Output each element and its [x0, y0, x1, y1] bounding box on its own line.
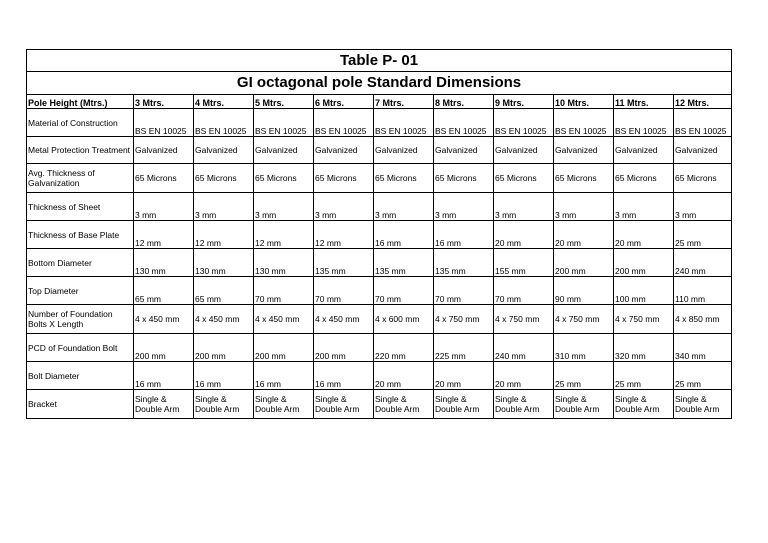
table-cell: 20 mm: [494, 221, 554, 249]
table-cell: 65 Microns: [314, 164, 374, 193]
row-label: Bracket: [27, 390, 134, 419]
table-cell: BS EN 10025: [374, 109, 434, 137]
header-row: [27, 95, 732, 109]
table-cell: 16 mm: [254, 362, 314, 390]
table-cell: 200 mm: [194, 334, 254, 362]
table-cell: 3 mm: [494, 193, 554, 221]
table-cell: 3 mm: [614, 193, 674, 221]
table-cell: 65 Microns: [374, 164, 434, 193]
table-cell: BS EN 10025: [194, 109, 254, 137]
table-cell: BS EN 10025: [254, 109, 314, 137]
table-cell: 16 mm: [374, 221, 434, 249]
table-cell: 110 mm: [674, 277, 732, 305]
header-cell: 9 Mtrs.: [494, 95, 554, 109]
spec-sheet: [26, 49, 731, 419]
table-cell: Single & Double Arm: [374, 390, 434, 419]
header-cell: 8 Mtrs.: [434, 95, 494, 109]
table-cell: 200 mm: [254, 334, 314, 362]
table-row: [27, 249, 732, 277]
table-cell: Galvanized: [494, 137, 554, 164]
table-cell: 12 mm: [194, 221, 254, 249]
row-label: Thickness of Sheet: [27, 193, 134, 221]
table-cell: 240 mm: [494, 334, 554, 362]
table-row: [27, 390, 732, 419]
table-cell: 155 mm: [494, 249, 554, 277]
table-cell: 20 mm: [554, 221, 614, 249]
table-cell: 3 mm: [674, 193, 732, 221]
table-row: [27, 109, 732, 137]
table-cell: 4 x 750 mm: [434, 305, 494, 334]
table-cell: 16 mm: [194, 362, 254, 390]
table-cell: 90 mm: [554, 277, 614, 305]
table-cell: 20 mm: [494, 362, 554, 390]
table-cell: Single & Double Arm: [434, 390, 494, 419]
table-cell: 135 mm: [374, 249, 434, 277]
header-cell: 3 Mtrs.: [134, 95, 194, 109]
table-row: [27, 137, 732, 164]
table-cell: 65 Microns: [674, 164, 732, 193]
row-label: Avg. Thickness of Galvanization: [27, 164, 134, 193]
table-cell: 135 mm: [314, 249, 374, 277]
header-cell: 12 Mtrs.: [674, 95, 732, 109]
table-cell: Single & Double Arm: [194, 390, 254, 419]
table-cell: 16 mm: [434, 221, 494, 249]
table-row: [27, 305, 732, 334]
table-cell: 4 x 750 mm: [554, 305, 614, 334]
table-cell: Single & Double Arm: [254, 390, 314, 419]
table-cell: 4 x 750 mm: [614, 305, 674, 334]
table-cell: 12 mm: [134, 221, 194, 249]
header-cell: 5 Mtrs.: [254, 95, 314, 109]
table-row: [27, 221, 732, 249]
table-cell: 130 mm: [194, 249, 254, 277]
title-row: [27, 50, 732, 72]
table-cell: 4 x 450 mm: [194, 305, 254, 334]
table-cell: 65 Microns: [614, 164, 674, 193]
table-cell: 70 mm: [434, 277, 494, 305]
table-cell: 65 Microns: [494, 164, 554, 193]
table-cell: BS EN 10025: [134, 109, 194, 137]
row-label: Top Diameter: [27, 277, 134, 305]
row-label: Number of Foundation Bolts X Length: [27, 305, 134, 334]
table-subtitle: GI octagonal pole Standard Dimensions: [27, 72, 732, 95]
table-cell: 65 Microns: [554, 164, 614, 193]
table-cell: Galvanized: [314, 137, 374, 164]
row-label: Metal Protection Treatment: [27, 137, 134, 164]
table-cell: 20 mm: [434, 362, 494, 390]
table-cell: 3 mm: [254, 193, 314, 221]
table-row: [27, 362, 732, 390]
table-cell: BS EN 10025: [554, 109, 614, 137]
table-cell: Galvanized: [374, 137, 434, 164]
table-cell: 70 mm: [494, 277, 554, 305]
table-cell: 20 mm: [374, 362, 434, 390]
header-cell: 7 Mtrs.: [374, 95, 434, 109]
table-cell: BS EN 10025: [314, 109, 374, 137]
table-cell: 65 mm: [194, 277, 254, 305]
table-cell: Galvanized: [554, 137, 614, 164]
table-cell: Single & Double Arm: [494, 390, 554, 419]
table-cell: 4 x 600 mm: [374, 305, 434, 334]
table-cell: 20 mm: [614, 221, 674, 249]
table-cell: 70 mm: [254, 277, 314, 305]
row-label: PCD of Foundation Bolt: [27, 334, 134, 362]
table-cell: Galvanized: [194, 137, 254, 164]
table-cell: 12 mm: [314, 221, 374, 249]
table-cell: 100 mm: [614, 277, 674, 305]
table-cell: 320 mm: [614, 334, 674, 362]
table-body: [27, 50, 732, 419]
header-cell: 6 Mtrs.: [314, 95, 374, 109]
table-cell: 4 x 450 mm: [254, 305, 314, 334]
table-cell: Single & Double Arm: [614, 390, 674, 419]
table-cell: Single & Double Arm: [314, 390, 374, 419]
table-cell: 135 mm: [434, 249, 494, 277]
table-cell: 65 mm: [134, 277, 194, 305]
table-cell: 16 mm: [134, 362, 194, 390]
pole-dimensions-table: [26, 49, 732, 419]
table-cell: 240 mm: [674, 249, 732, 277]
table-cell: 200 mm: [554, 249, 614, 277]
table-cell: 130 mm: [254, 249, 314, 277]
table-cell: 3 mm: [374, 193, 434, 221]
table-cell: BS EN 10025: [614, 109, 674, 137]
table-cell: 65 Microns: [194, 164, 254, 193]
table-cell: 220 mm: [374, 334, 434, 362]
header-cell: 10 Mtrs.: [554, 95, 614, 109]
table-cell: 70 mm: [374, 277, 434, 305]
table-cell: Galvanized: [614, 137, 674, 164]
table-row: [27, 334, 732, 362]
table-cell: BS EN 10025: [434, 109, 494, 137]
table-cell: 65 Microns: [434, 164, 494, 193]
table-cell: 12 mm: [254, 221, 314, 249]
table-cell: 4 x 450 mm: [134, 305, 194, 334]
table-cell: 25 mm: [674, 221, 732, 249]
table-cell: Single & Double Arm: [554, 390, 614, 419]
table-cell: 3 mm: [434, 193, 494, 221]
table-row: [27, 193, 732, 221]
table-cell: 4 x 750 mm: [494, 305, 554, 334]
row-label: Material of Construction: [27, 109, 134, 137]
table-cell: 65 Microns: [134, 164, 194, 193]
row-label: Thickness of Base Plate: [27, 221, 134, 249]
table-cell: 3 mm: [314, 193, 374, 221]
table-cell: Galvanized: [134, 137, 194, 164]
table-cell: 200 mm: [134, 334, 194, 362]
table-cell: Single & Double Arm: [134, 390, 194, 419]
table-cell: 16 mm: [314, 362, 374, 390]
table-cell: 200 mm: [614, 249, 674, 277]
table-row: [27, 164, 732, 193]
table-cell: 70 mm: [314, 277, 374, 305]
table-cell: Single & Double Arm: [674, 390, 732, 419]
table-cell: 130 mm: [134, 249, 194, 277]
table-cell: 65 Microns: [254, 164, 314, 193]
table-cell: 4 x 450 mm: [314, 305, 374, 334]
header-cell: 4 Mtrs.: [194, 95, 254, 109]
table-cell: BS EN 10025: [674, 109, 732, 137]
table-cell: 4 x 850 mm: [674, 305, 732, 334]
table-title: Table P- 01: [27, 50, 732, 72]
row-label: Bottom Diameter: [27, 249, 134, 277]
table-cell: 3 mm: [134, 193, 194, 221]
table-cell: Galvanized: [674, 137, 732, 164]
table-cell: BS EN 10025: [494, 109, 554, 137]
table-cell: 200 mm: [314, 334, 374, 362]
header-cell: 11 Mtrs.: [614, 95, 674, 109]
table-cell: Galvanized: [434, 137, 494, 164]
row-label: Bolt Diameter: [27, 362, 134, 390]
table-row: [27, 277, 732, 305]
table-cell: 25 mm: [674, 362, 732, 390]
table-cell: 3 mm: [194, 193, 254, 221]
table-cell: 340 mm: [674, 334, 732, 362]
table-cell: 25 mm: [554, 362, 614, 390]
subtitle-row: [27, 72, 732, 95]
table-cell: 25 mm: [614, 362, 674, 390]
table-cell: Galvanized: [254, 137, 314, 164]
table-cell: 3 mm: [554, 193, 614, 221]
table-cell: 225 mm: [434, 334, 494, 362]
table-cell: 310 mm: [554, 334, 614, 362]
header-label: Pole Height (Mtrs.): [27, 95, 134, 109]
